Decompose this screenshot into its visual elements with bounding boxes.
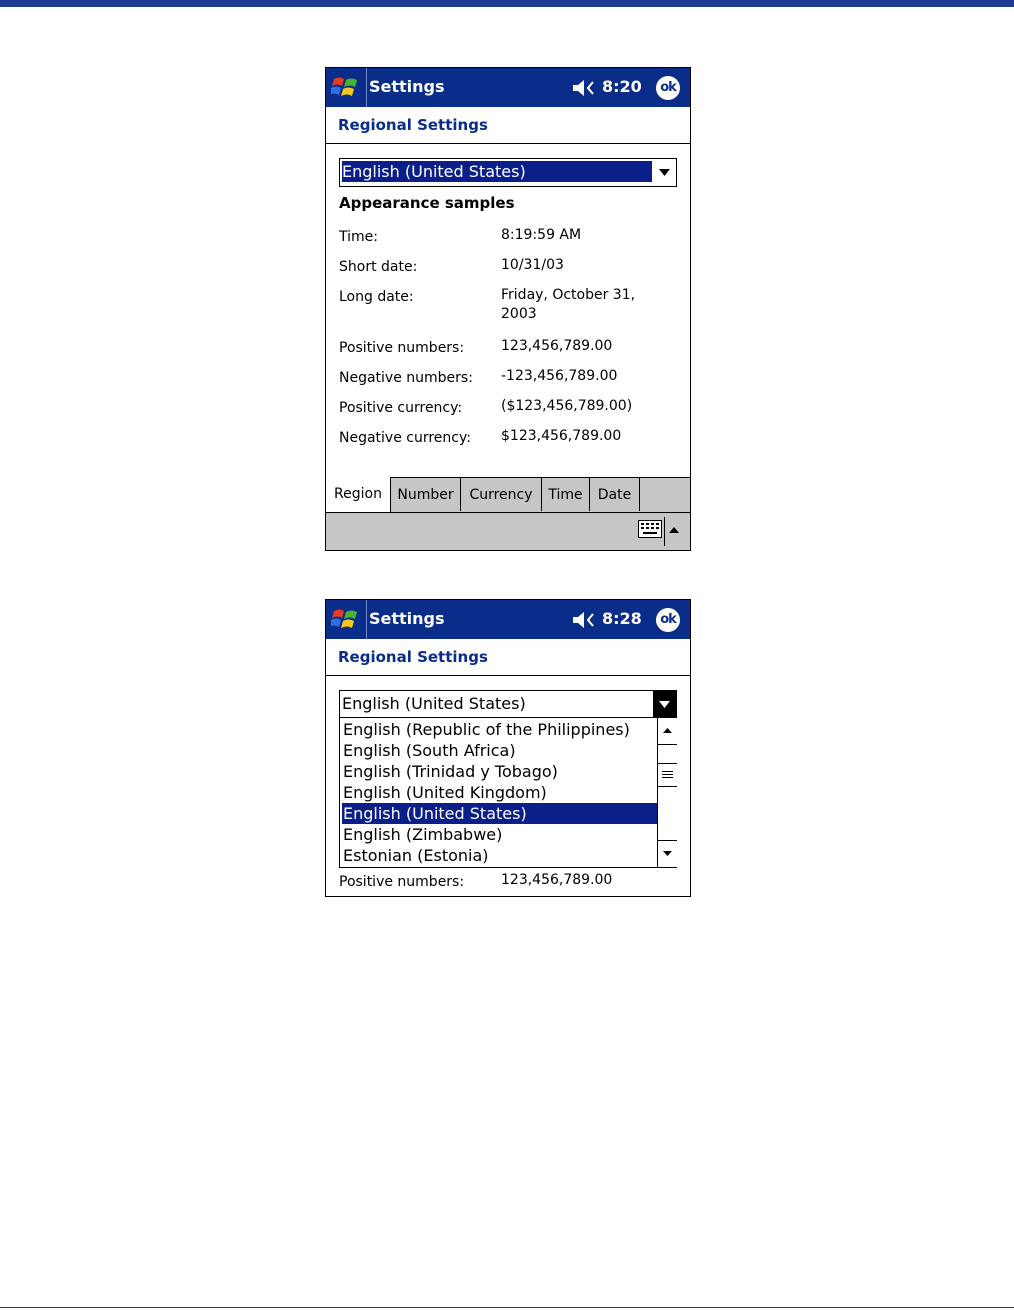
keyboard-icon[interactable] [638, 520, 662, 538]
sample-value-negative-currency: $123,456,789.00 [501, 428, 622, 444]
sample-label-short-date: Short date: [339, 259, 418, 275]
ok-button[interactable]: ok [656, 608, 680, 632]
tab-time[interactable]: Time [542, 478, 590, 511]
sample-label-positive-currency: Positive currency: [339, 400, 463, 416]
tab-date[interactable]: Date [590, 478, 640, 511]
clock[interactable]: 8:20 [602, 77, 642, 96]
sip-up-arrow-icon[interactable] [669, 527, 679, 533]
clock[interactable]: 8:28 [602, 609, 642, 628]
sample-label-negative-currency: Negative currency: [339, 430, 471, 446]
scroll-up-icon [663, 728, 672, 733]
speaker-muted-icon[interactable] [571, 78, 599, 102]
sample-value-negative-numbers: -123,456,789.00 [501, 368, 618, 384]
sample-value-time: 8:19:59 AM [501, 227, 582, 243]
locale-option[interactable]: English (Republic of the Philippines) [343, 720, 630, 739]
locale-combobox-value: English (United States) [342, 694, 526, 713]
page-footer-rule [0, 1307, 1014, 1308]
start-button[interactable] [326, 68, 367, 107]
locale-dropdown-list[interactable] [339, 717, 677, 868]
page-header-rule [0, 0, 1014, 7]
locale-combobox-arrow[interactable] [653, 691, 676, 718]
navigation-bar [326, 600, 690, 639]
ok-button[interactable]: ok [656, 76, 680, 100]
scroll-thumb[interactable] [658, 763, 677, 787]
sample-label-time: Time: [339, 229, 378, 245]
dropdown-arrow-icon [659, 701, 670, 708]
app-title: Settings [369, 609, 445, 628]
sample-label-positive-numbers: Positive numbers: [339, 874, 465, 890]
locale-option[interactable]: English (South Africa) [343, 741, 516, 760]
app-title: Settings [369, 77, 445, 96]
locale-option[interactable]: English (Zimbabwe) [343, 825, 503, 844]
windows-start-icon [331, 74, 361, 101]
sip-separator [664, 517, 665, 546]
tab-strip [326, 477, 690, 512]
locale-option[interactable]: English (United Kingdom) [343, 783, 547, 802]
tab-currency[interactable]: Currency [461, 478, 542, 511]
page-title: Regional Settings [338, 116, 488, 134]
navigation-bar [326, 68, 690, 107]
windows-start-icon [331, 606, 361, 633]
sample-value-positive-currency: ($123,456,789.00) [501, 398, 633, 414]
regional-settings-dropdown-screen [325, 599, 691, 897]
start-button[interactable] [326, 600, 367, 639]
locale-option[interactable]: Estonian (Estonia) [343, 846, 489, 865]
sample-value-positive-numbers: 123,456,789.00 [501, 872, 613, 888]
page-title: Regional Settings [338, 648, 488, 666]
scroll-up-button[interactable] [658, 718, 677, 745]
page-heading [326, 107, 690, 144]
command-bar [326, 512, 690, 551]
dropdown-scrollbar[interactable] [657, 718, 677, 867]
page-heading [326, 639, 690, 676]
locale-option[interactable]: English (Trinidad y Tobago) [343, 762, 558, 781]
scroll-down-icon [663, 851, 672, 856]
sample-label-long-date: Long date: [339, 289, 414, 305]
appearance-samples-title: Appearance samples [339, 194, 515, 212]
locale-combobox-value: English (United States) [342, 161, 652, 182]
sample-value-short-date: 10/31/03 [501, 257, 564, 273]
dropdown-arrow-icon [659, 169, 670, 176]
sample-label-positive-numbers: Positive numbers: [339, 340, 465, 356]
scroll-grip-icon [662, 771, 673, 778]
locale-combobox-arrow[interactable] [653, 159, 676, 186]
regional-settings-screen [325, 67, 691, 551]
sample-value-positive-numbers: 123,456,789.00 [501, 338, 613, 354]
sample-value-long-date: Friday, October 31, 2003 [501, 287, 636, 322]
tab-region[interactable]: Region [326, 477, 391, 512]
tab-number[interactable]: Number [391, 478, 461, 511]
scroll-down-button[interactable] [658, 840, 677, 867]
locale-combobox[interactable] [339, 158, 677, 187]
sample-label-negative-numbers: Negative numbers: [339, 370, 473, 386]
locale-combobox[interactable] [339, 690, 677, 719]
speaker-muted-icon[interactable] [571, 610, 599, 634]
locale-option-selected[interactable]: English (United States) [342, 803, 657, 824]
